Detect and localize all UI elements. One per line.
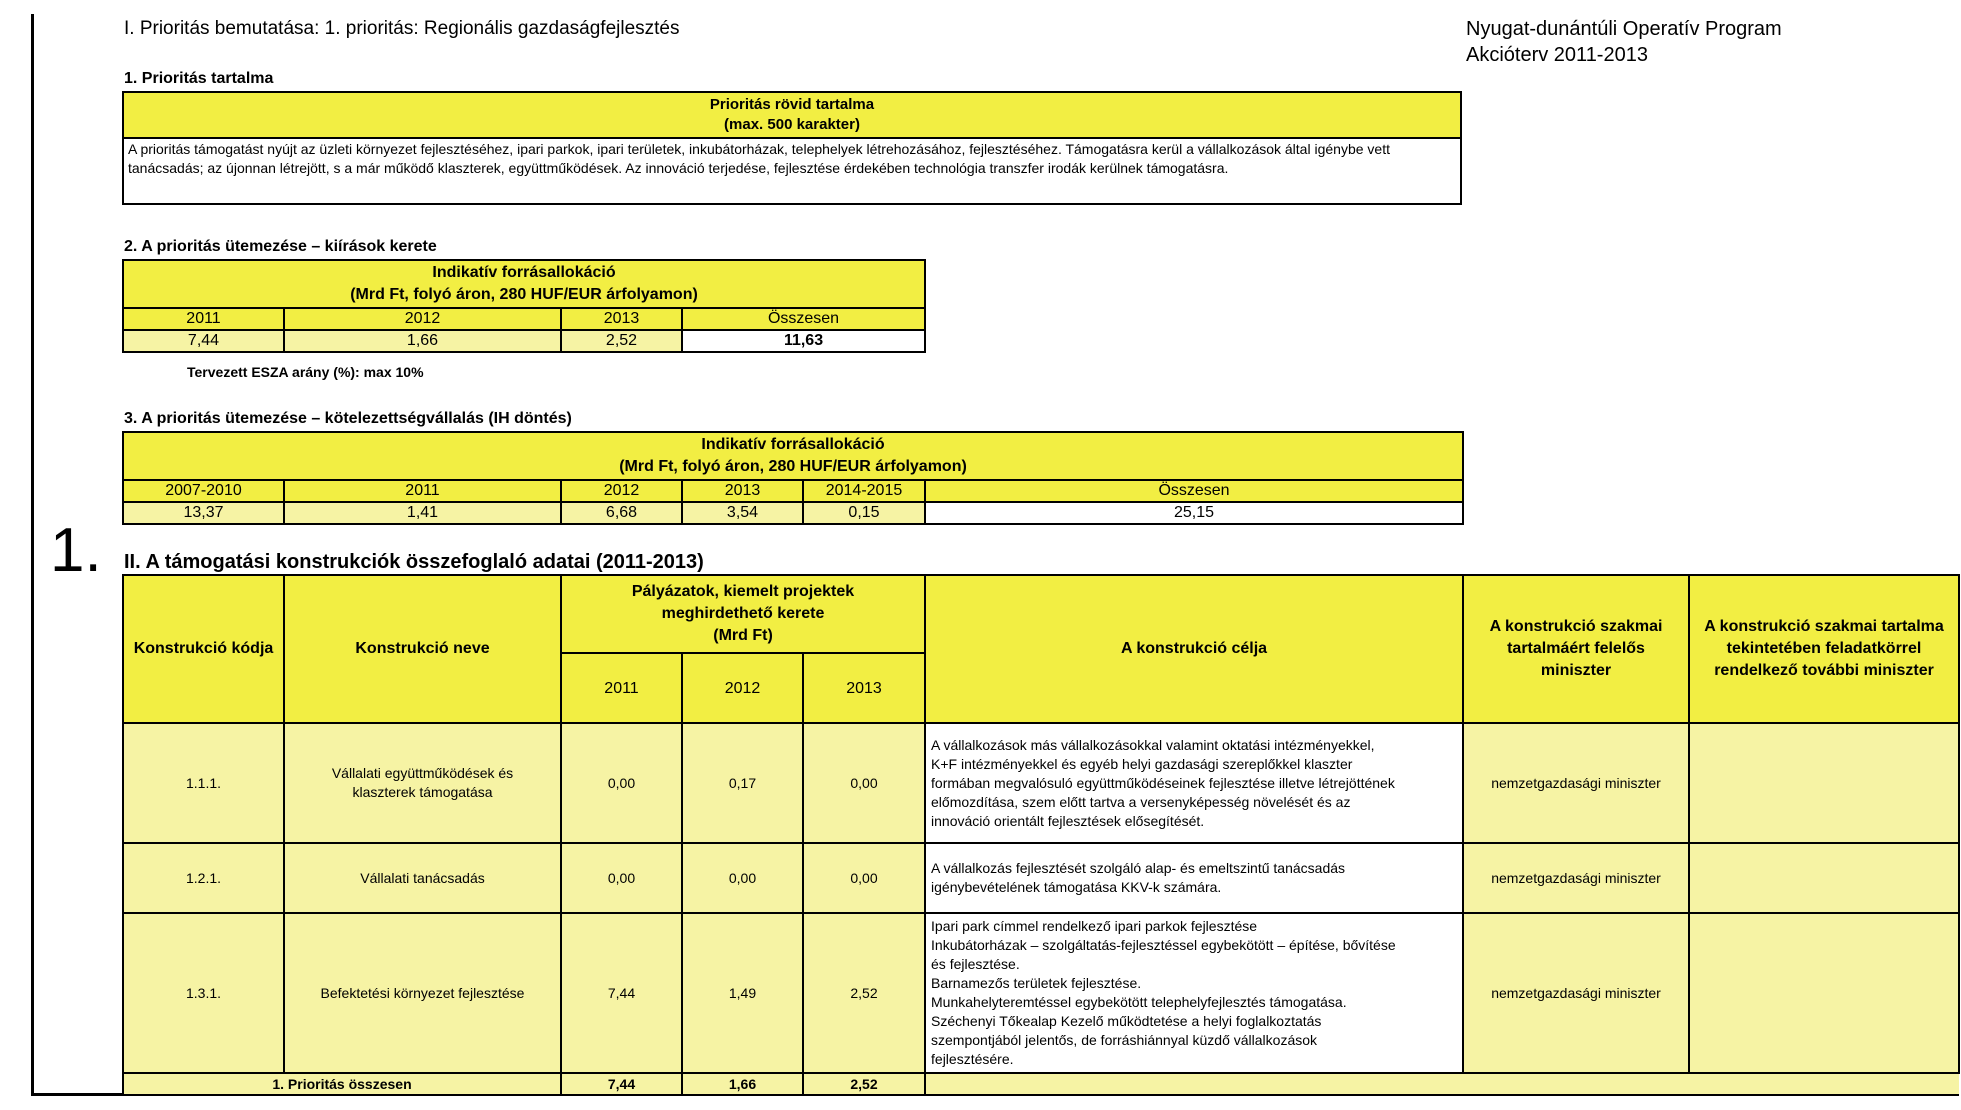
goal-line: fejlesztésére. bbox=[931, 1051, 1014, 1067]
row-name bbox=[284, 723, 561, 843]
table-row bbox=[123, 723, 1959, 843]
total-2012: 1,66 bbox=[682, 1073, 803, 1095]
col-budget-line: (Mrd Ft) bbox=[713, 627, 773, 644]
value-cell: 6,68 bbox=[561, 502, 682, 524]
row-goal bbox=[925, 913, 1463, 1073]
priority-content-text: A prioritás támogatást nyújt az üzleti környezet fejlesztéséhez, ipari parkok, ipari területek, inkubátorházak, telephelyek létrehozásához, fejlesztéséhez. Támogatásra kerül a vállalkozások által igénybe vett tanácsadás; az újonnan létrejött, s a már működő klaszterek, együttműködések. Az innováció terjedése, fejlesztése érdekében technológia transzfer irodák kerülnek támogatásra. bbox=[123, 138, 1461, 204]
total-label: 1. Prioritás összesen bbox=[123, 1073, 561, 1095]
col-period: 2014-2015 bbox=[803, 480, 925, 502]
value-cell: 1,41 bbox=[284, 502, 561, 524]
col-goal-header: A konstrukció célja bbox=[925, 575, 1463, 723]
row-minister: nemzetgazdasági miniszter bbox=[1463, 843, 1689, 913]
total-2013: 2,52 bbox=[803, 1073, 925, 1095]
col-minister-line: tartalmáért felelős bbox=[1507, 640, 1645, 657]
total-value-cell: 11,63 bbox=[682, 330, 925, 352]
col-code-header: Konstrukció kódja bbox=[123, 575, 284, 723]
row-value-2012: 1,49 bbox=[682, 913, 803, 1073]
value-cell: 7,44 bbox=[123, 330, 284, 352]
row-name: Vállalati tanácsadás bbox=[284, 843, 561, 913]
goal-line: előmozdítása, szem előtt tartva a versenyképesség növelését és az bbox=[931, 793, 1351, 810]
row-value-2013: 0,00 bbox=[803, 723, 925, 843]
row-value-2011: 7,44 bbox=[561, 913, 682, 1073]
value-cell: 13,37 bbox=[123, 502, 284, 524]
col-minister-header bbox=[1463, 575, 1689, 723]
priority-content-table bbox=[122, 91, 1462, 205]
row-other-minister bbox=[1689, 723, 1959, 843]
constructions-table bbox=[122, 574, 1960, 1096]
row-value-2012: 0,17 bbox=[682, 723, 803, 843]
col-year: 2013 bbox=[561, 308, 682, 330]
table-row bbox=[123, 843, 1959, 913]
col-period: 2011 bbox=[284, 480, 561, 502]
goal-line: igénybevételének támogatása KKV-k számára. bbox=[931, 879, 1222, 895]
row-code: 1.3.1. bbox=[123, 913, 284, 1073]
col-budget-header bbox=[561, 575, 925, 653]
esza-note: Tervezett ESZA arány (%): max 10% bbox=[187, 364, 424, 380]
value-cell: 0,15 bbox=[803, 502, 925, 524]
table-row bbox=[123, 913, 1959, 1073]
col-minister-line: miniszter bbox=[1540, 662, 1612, 679]
col-other-line: A konstrukció szakmai tartalma bbox=[1704, 618, 1944, 635]
schedule-calls-title: Indikatív forrásallokáció bbox=[432, 264, 616, 281]
col-period: 2012 bbox=[561, 480, 682, 502]
goal-line: innováció orientált fejlesztések elősegítését. bbox=[931, 812, 1205, 829]
section2-heading: 2. A prioritás ütemezése – kiírások kerete bbox=[124, 238, 437, 255]
page-number: 1. bbox=[50, 516, 102, 585]
col-period: 2007-2010 bbox=[123, 480, 284, 502]
priority-content-title: Prioritás rövid tartalma bbox=[709, 96, 875, 113]
goal-line: K+F intézményekkel és egyéb helyi gazdasági szereplőkkel klaszter bbox=[931, 755, 1353, 772]
row-value-2011: 0,00 bbox=[561, 723, 682, 843]
value-cell: 2,52 bbox=[561, 330, 682, 352]
goal-line: Ipari park címmel rendelkező ipari parkok fejlesztése bbox=[931, 918, 1258, 934]
schedule-calls-header bbox=[123, 260, 925, 308]
col-year-2012: 2012 bbox=[682, 653, 803, 723]
schedule-commitment-title: Indikatív forrásallokáció bbox=[701, 436, 885, 453]
program-name: Nyugat-dunántúli Operatív Program bbox=[1466, 18, 1782, 40]
value-cell: 3,54 bbox=[682, 502, 803, 524]
goal-line: Barnamezős területek fejlesztése. bbox=[931, 975, 1142, 991]
row-code: 1.2.1. bbox=[123, 843, 284, 913]
section1-heading: 1. Prioritás tartalma bbox=[124, 70, 274, 87]
col-budget-line: Pályázatok, kiemelt projektek bbox=[631, 583, 855, 600]
row-name-line: klaszterek támogatása bbox=[352, 784, 493, 800]
section4-heading: II. A támogatási konstrukciók összefoglaló adatai (2011-2013) bbox=[124, 551, 704, 573]
schedule-commitment-unit: (Mrd Ft, folyó áron, 280 HUF/EUR árfolyamon) bbox=[619, 458, 967, 475]
col-budget-line: meghirdethető kerete bbox=[661, 605, 825, 622]
col-period: 2013 bbox=[682, 480, 803, 502]
page-title: I. Prioritás bemutatása: 1. prioritás: Regionális gazdaságfejlesztés bbox=[124, 18, 680, 39]
row-value-2012: 0,00 bbox=[682, 843, 803, 913]
goal-line: Inkubátorházak – szolgáltatás-fejlesztéssel egybekötött – építése, bővítése bbox=[931, 937, 1396, 953]
row-value-2013: 0,00 bbox=[803, 843, 925, 913]
row-name: Befektetési környezet fejlesztése bbox=[284, 913, 561, 1073]
row-code: 1.1.1. bbox=[123, 723, 284, 843]
col-year: 2011 bbox=[123, 308, 284, 330]
row-goal bbox=[925, 723, 1463, 843]
col-total: Összesen bbox=[925, 480, 1463, 502]
priority-content-limit: (max. 500 karakter) bbox=[724, 116, 860, 133]
goal-line: Széchenyi Tőkealap Kezelő működtetése a helyi foglalkoztatás bbox=[931, 1013, 1322, 1029]
schedule-commitment-header bbox=[123, 432, 1463, 480]
goal-line: formában megvalósuló együttműködéseinek fejlesztése illetve létrejöttének bbox=[931, 774, 1395, 791]
col-year-2013: 2013 bbox=[803, 653, 925, 723]
col-other-minister-header bbox=[1689, 575, 1959, 723]
col-minister-line: A konstrukció szakmai bbox=[1489, 618, 1663, 635]
row-other-minister bbox=[1689, 843, 1959, 913]
col-name-header: Konstrukció neve bbox=[284, 575, 561, 723]
row-minister: nemzetgazdasági miniszter bbox=[1463, 723, 1689, 843]
row-name-line: Vállalati együttműködések és bbox=[331, 765, 514, 781]
schedule-calls-table bbox=[122, 259, 926, 353]
left-margin-line bbox=[31, 14, 34, 1096]
row-goal bbox=[925, 843, 1463, 913]
goal-line: A vállalkozás fejlesztését szolgáló alap- és emeltszintű tanácsadás bbox=[931, 860, 1346, 876]
schedule-commitment-table bbox=[122, 431, 1464, 525]
value-cell: 1,66 bbox=[284, 330, 561, 352]
priority-content-header bbox=[123, 92, 1461, 138]
total-row bbox=[123, 1073, 1959, 1095]
schedule-calls-unit: (Mrd Ft, folyó áron, 280 HUF/EUR árfolyamon) bbox=[350, 286, 698, 303]
total-filler bbox=[925, 1073, 1959, 1095]
goal-line: és fejlesztése. bbox=[931, 956, 1020, 972]
total-value-cell: 25,15 bbox=[925, 502, 1463, 524]
section3-heading: 3. A prioritás ütemezése – kötelezettségvállalás (IH döntés) bbox=[124, 410, 572, 427]
col-year: 2012 bbox=[284, 308, 561, 330]
action-plan-label: Akcióterv 2011-2013 bbox=[1466, 44, 1648, 66]
row-minister: nemzetgazdasági miniszter bbox=[1463, 913, 1689, 1073]
goal-line: Munkahelyteremtéssel egybekötött telephelyfejlesztés támogatása. bbox=[931, 994, 1347, 1010]
col-year-2011: 2011 bbox=[561, 653, 682, 723]
goal-line: szempontjából jelentős, de forráshiánnyal küzdő vállalkozások bbox=[931, 1032, 1318, 1048]
row-value-2011: 0,00 bbox=[561, 843, 682, 913]
total-2011: 7,44 bbox=[561, 1073, 682, 1095]
col-other-line: tekintetében feladatkörrel bbox=[1726, 640, 1922, 657]
col-other-line: rendelkező további miniszter bbox=[1714, 662, 1934, 679]
goal-line: A vállalkozások más vállalkozásokkal valamint oktatási intézményekkel, bbox=[931, 736, 1375, 753]
row-value-2013: 2,52 bbox=[803, 913, 925, 1073]
program-header bbox=[1466, 16, 1782, 68]
row-other-minister bbox=[1689, 913, 1959, 1073]
col-total: Összesen bbox=[682, 308, 925, 330]
